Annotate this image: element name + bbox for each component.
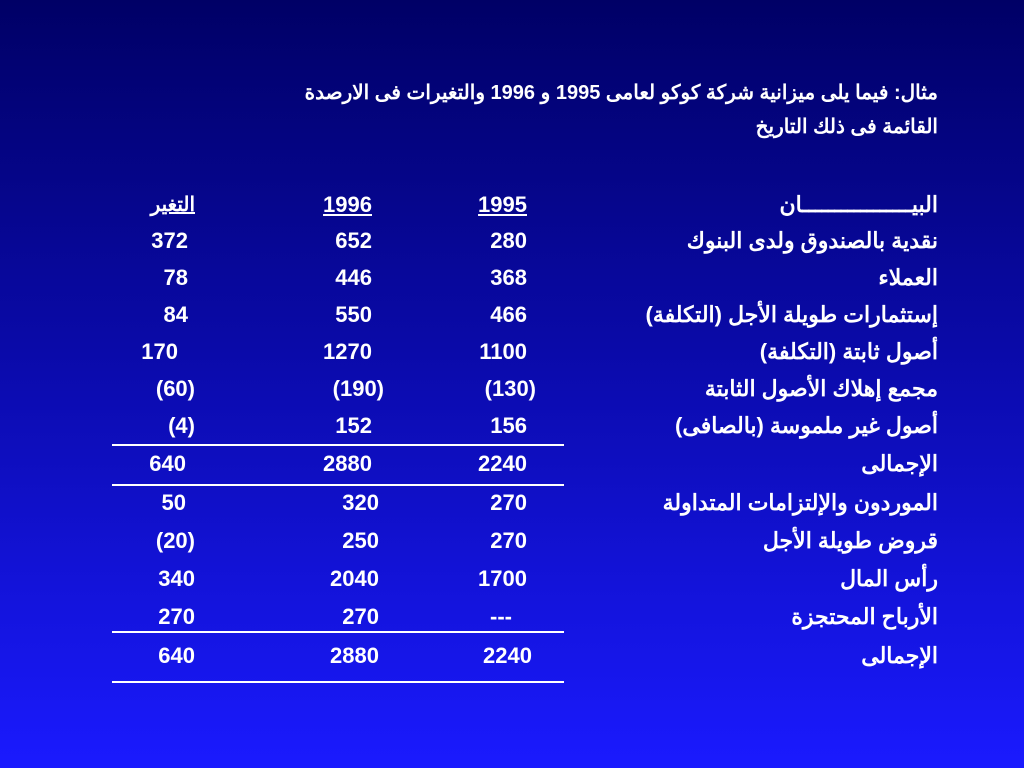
row-label: أصول غير ملموسة (بالصافى) xyxy=(675,413,938,438)
row-label: نقدية بالصندوق ولدى البنوك xyxy=(686,228,938,253)
row-label: الإجمالى xyxy=(861,643,938,668)
row-label: الموردون والإلتزامات المتداولة xyxy=(662,490,938,515)
row-1996: 1270 xyxy=(323,339,372,364)
row-label: الإجمالى xyxy=(861,451,938,476)
row-change: 640 xyxy=(149,451,186,476)
intro-line-2: القائمة فى ذلك التاريخ xyxy=(755,116,938,138)
row-1996: 320 xyxy=(342,490,379,515)
row-label: العملاء xyxy=(878,265,938,290)
row-1996: 2880 xyxy=(330,643,379,668)
table-row xyxy=(0,604,1024,641)
row-1995: 368 xyxy=(490,265,527,290)
row-1996: 250 xyxy=(342,528,379,553)
row-1996: 652 xyxy=(335,228,372,253)
row-1996: 2880 xyxy=(323,451,372,476)
row-1995: --- xyxy=(490,604,512,629)
row-label: رأس المال xyxy=(840,566,938,591)
row-1996: 550 xyxy=(335,302,372,327)
row-label: أصول ثابتة (التكلفة) xyxy=(759,339,938,364)
row-1996: 270 xyxy=(342,604,379,629)
row-change: 340 xyxy=(158,566,195,591)
intro-text xyxy=(98,76,938,144)
row-label: مجمع إهلاك الأصول الثابتة xyxy=(704,376,938,401)
table-row xyxy=(0,302,1024,339)
row-1996: (190) xyxy=(332,376,384,401)
table-header-row xyxy=(0,192,1024,229)
table-row xyxy=(0,228,1024,265)
row-change: 372 xyxy=(151,228,188,253)
header-label: البيـــــــــــــــــان xyxy=(779,192,938,217)
row-1996: 446 xyxy=(335,265,372,290)
row-change: 78 xyxy=(163,265,188,290)
table-row xyxy=(0,376,1024,413)
header-1996: 1996 xyxy=(323,192,372,217)
header-change: التغير xyxy=(150,194,195,216)
table-row xyxy=(0,566,1024,603)
row-1995: 2240 xyxy=(478,451,527,476)
header-1995: 1995 xyxy=(478,192,527,217)
table-row xyxy=(0,339,1024,376)
row-change: 50 xyxy=(161,490,186,515)
total-rule xyxy=(112,681,564,683)
row-1995: 2240 xyxy=(483,643,532,668)
row-change: (20) xyxy=(155,528,195,553)
table-row-total xyxy=(0,451,1024,488)
row-change: 270 xyxy=(158,604,195,629)
total-rule xyxy=(112,484,564,486)
row-change: (4) xyxy=(168,413,195,438)
row-1995: 156 xyxy=(490,413,527,438)
row-change: (60) xyxy=(155,376,195,401)
row-1995: 280 xyxy=(490,228,527,253)
row-change: 640 xyxy=(158,643,195,668)
row-1995: (130) xyxy=(484,376,536,401)
row-1995: 1100 xyxy=(479,339,527,364)
row-label: الأرباح المحتجزة xyxy=(791,604,938,629)
row-change: 84 xyxy=(163,302,188,327)
row-1995: 1700 xyxy=(478,566,527,591)
row-1995: 270 xyxy=(490,528,527,553)
table-row xyxy=(0,490,1024,527)
table-row-total xyxy=(0,643,1024,680)
row-1996: 2040 xyxy=(330,566,379,591)
row-label: إستثمارات طويلة الأجل (التكلفة) xyxy=(645,302,938,327)
table-row xyxy=(0,528,1024,565)
subtotal-rule xyxy=(112,631,564,633)
row-1996: 152 xyxy=(335,413,372,438)
table-row xyxy=(0,265,1024,302)
intro-line-1: مثال: فيما يلى ميزانية شركة كوكو لعامى 1995 و 1996 والتغيرات فى الارصدة xyxy=(304,82,938,104)
row-change: 170 xyxy=(141,339,178,364)
row-label: قروض طويلة الأجل xyxy=(762,528,938,553)
subtotal-rule xyxy=(112,444,564,446)
row-1995: 466 xyxy=(490,302,527,327)
row-1995: 270 xyxy=(490,490,527,515)
